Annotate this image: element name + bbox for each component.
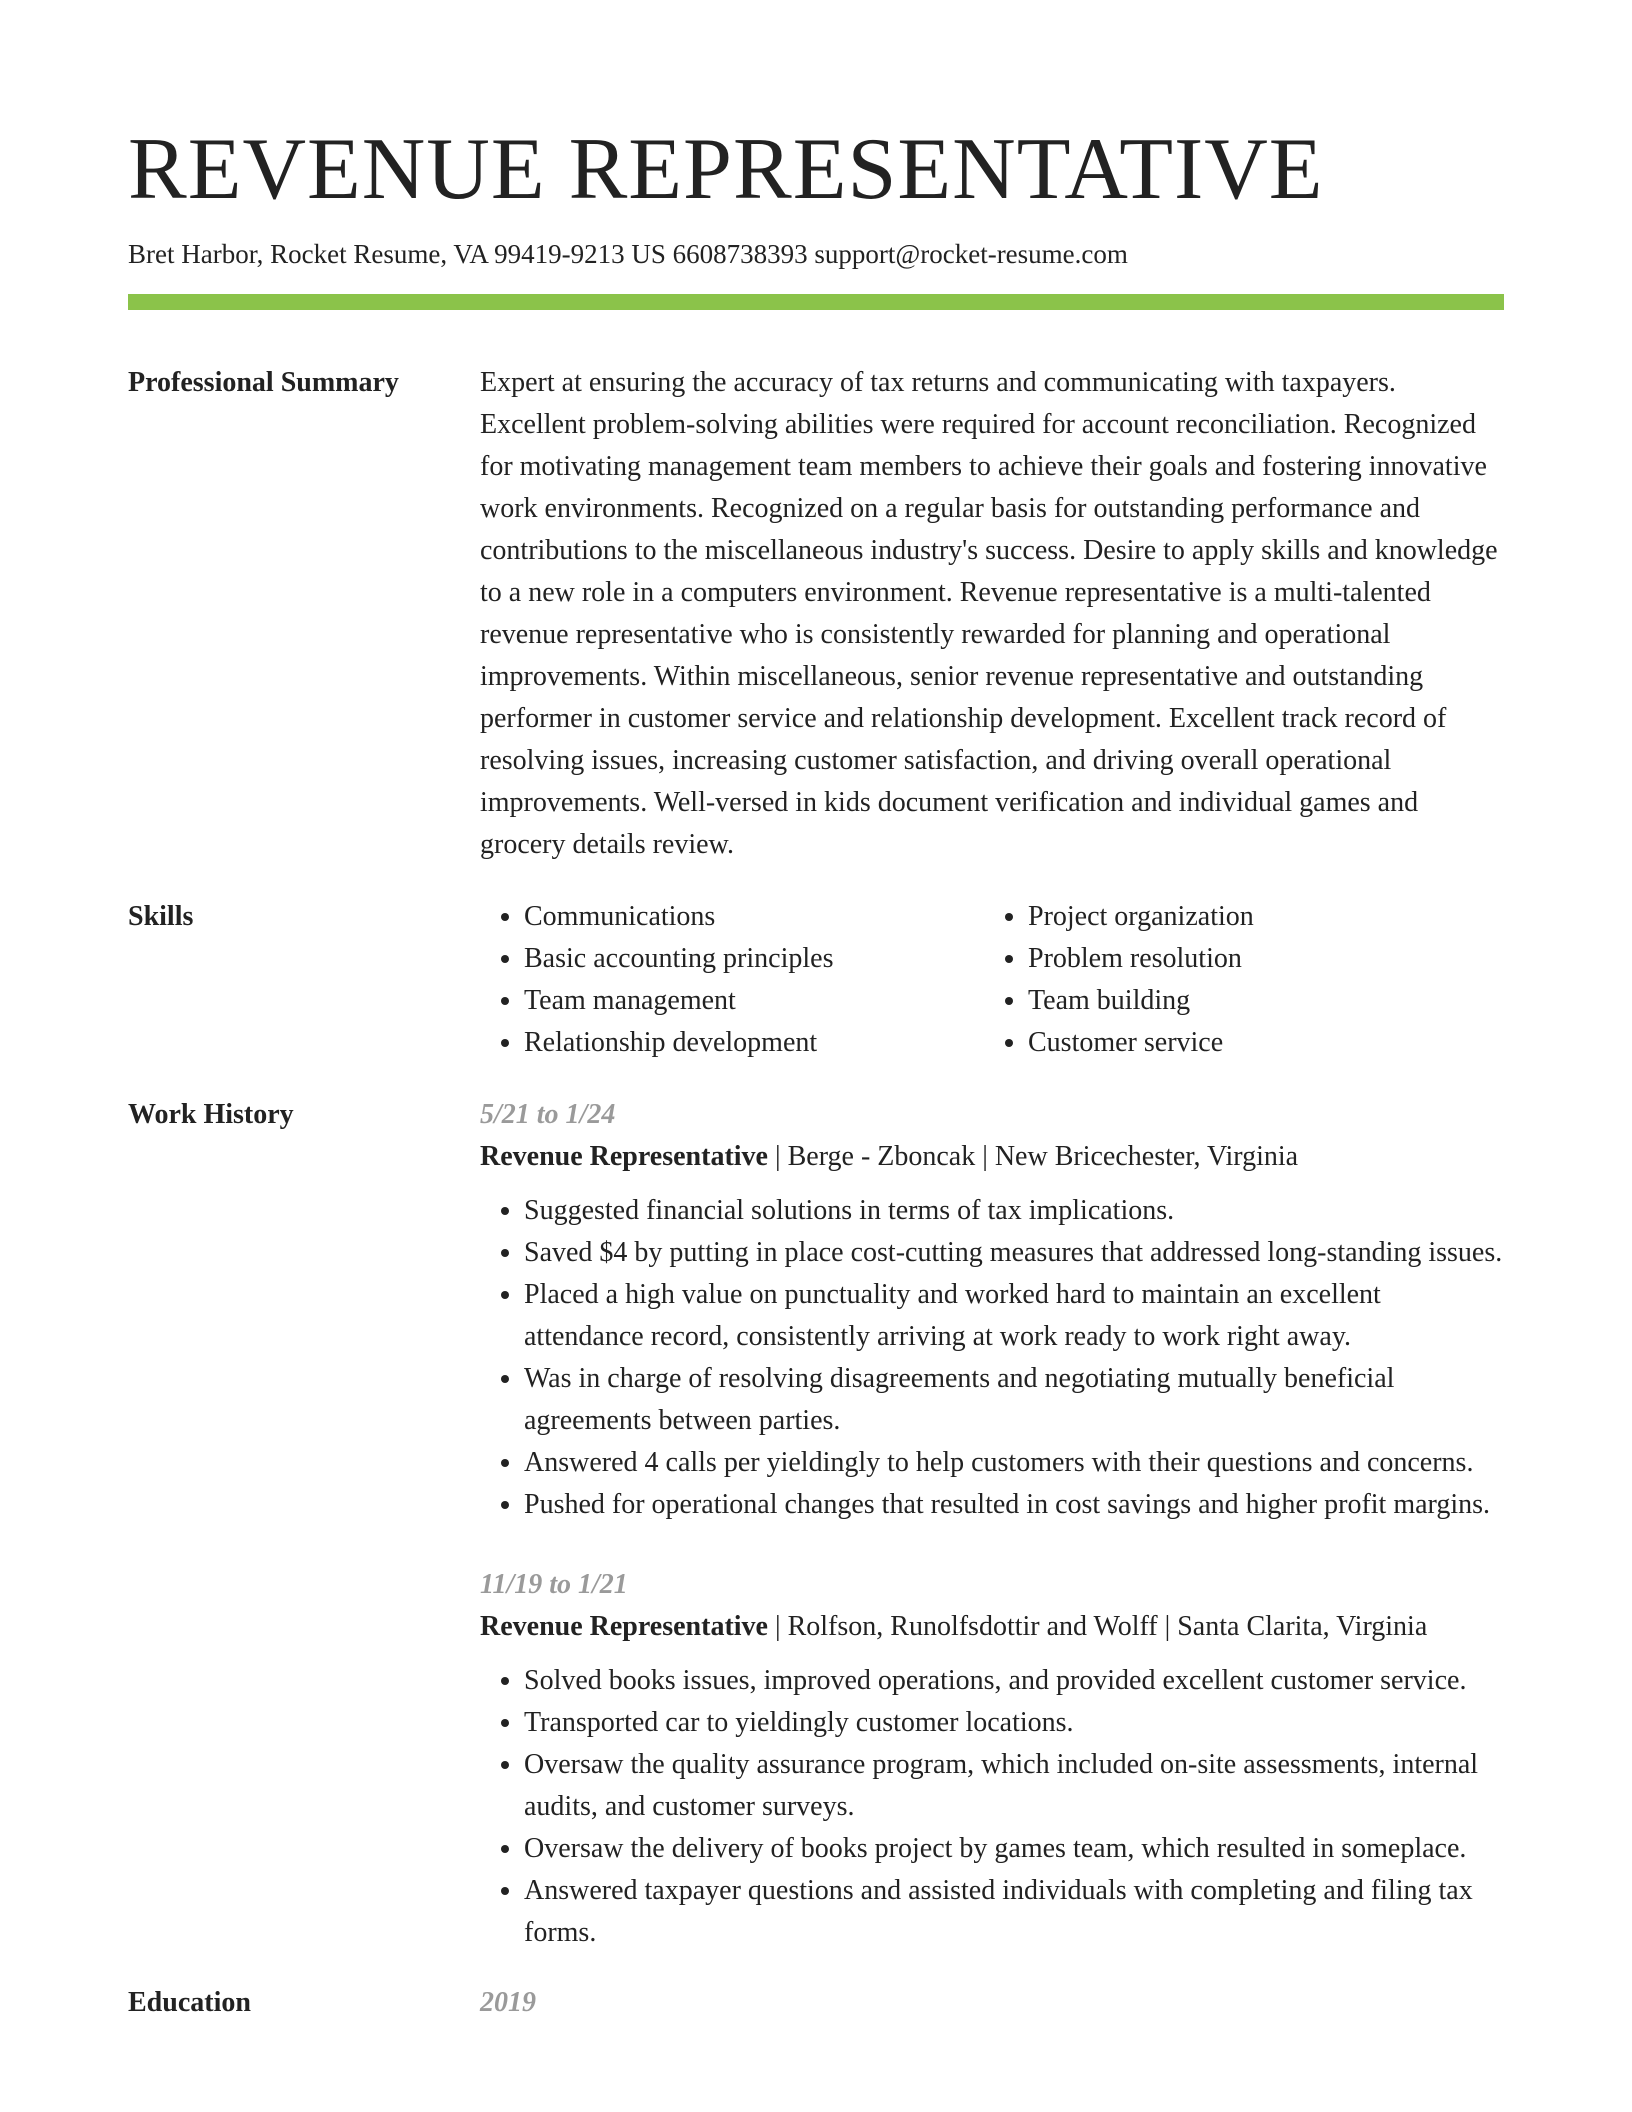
job-bullets — [480, 1190, 1504, 1526]
skills-list-left — [480, 896, 984, 1064]
education-label: Education — [128, 1987, 251, 2018]
work-history-label: Work History — [128, 1099, 294, 1130]
summary-section — [128, 362, 1504, 866]
job-bullet: • Placed a high value on punctuality and worked hard to maintain an excellent attendance record, consistently arriving at work ready to work right away. — [524, 1274, 1504, 1358]
job-bullet: • Solved books issues, improved operations, and provided excellent customer service. — [524, 1660, 1504, 1702]
job-bullet: • Transported car to yieldingly customer locations. — [524, 1702, 1504, 1744]
job-date: 5/21 to 1/24 — [480, 1099, 616, 1130]
skills-label: Skills — [128, 901, 194, 932]
contact-line: Bret Harbor, Rocket Resume, VA 99419-9213 US 6608738393 support@rocket-resume.com — [128, 239, 1128, 269]
summary-label: Professional Summary — [128, 367, 399, 398]
skills-list-right — [984, 896, 1488, 1064]
resume-title: REVENUE REPRESENTATIVE — [128, 121, 1324, 218]
job-bullets — [480, 1660, 1504, 1954]
job-heading — [480, 1136, 1504, 1178]
job-bullet: • Oversaw the delivery of books project by games team, which resulted in someplace. — [524, 1828, 1504, 1870]
job-details: | Berge - Zboncak | New Bricechester, Virginia — [767, 1141, 1299, 1172]
job-bullet: • Answered 4 calls per yieldingly to help customers with their questions and concerns. — [524, 1442, 1504, 1484]
job-bullet: • Pushed for operational changes that resulted in cost savings and higher profit margins. — [524, 1484, 1504, 1526]
education-section — [128, 1982, 1504, 2024]
skill-item: • Team building — [1028, 980, 1488, 1022]
summary-text: Expert at ensuring the accuracy of tax returns and communicating with taxpayers. Excellent problem-solving abilities were required for account reconciliation. Recognized for motivating management team members to achieve their goals and fostering innovative work environments. Recognized on a regular basis for outstanding performance and contributions to the miscellaneous industry's success. Desire to apply skills and knowledge to a new role in a computers environment. Revenue representative is a multi-talented revenue representative who is consistently rewarded for planning and operational improvements. Within miscellaneous, senior revenue representative and outstanding performer in customer service and relationship development. Excellent track record of resolving issues, increasing customer satisfaction, and driving overall operational improvements. Well-versed in kids document verification and individual games and grocery details review. — [480, 367, 1498, 860]
education-date: 2019 — [480, 1987, 536, 2018]
job-bullet: • Answered taxpayer questions and assisted individuals with completing and filing tax forms. — [524, 1870, 1504, 1954]
skill-item: • Project organization — [1028, 896, 1488, 938]
job-date: 11/19 to 1/21 — [480, 1569, 628, 1600]
accent-divider — [128, 294, 1504, 310]
skills-section — [128, 896, 1504, 1064]
job-title: Revenue Representative — [480, 1611, 768, 1642]
job-bullet: • Saved $4 by putting in place cost-cutting measures that addressed long-standing issues. — [524, 1232, 1504, 1274]
job-details: | Rolfson, Runolfsdottir and Wolff | Santa Clarita, Virginia — [767, 1611, 1428, 1642]
skill-item: • Basic accounting principles — [524, 938, 984, 980]
job-heading — [480, 1606, 1504, 1648]
job-bullet: • Oversaw the quality assurance program, which included on-site assessments, internal audits, and customer surveys. — [524, 1744, 1504, 1828]
skill-item: • Relationship development — [524, 1022, 984, 1064]
skill-item: • Customer service — [1028, 1022, 1488, 1064]
job-entry — [480, 1094, 1504, 1526]
job-bullet: • Suggested financial solutions in terms of tax implications. — [524, 1190, 1504, 1232]
skill-item: • Communications — [524, 896, 984, 938]
skill-item: • Team management — [524, 980, 984, 1022]
job-entry — [480, 1564, 1504, 1954]
job-bullet: • Was in charge of resolving disagreements and negotiating mutually beneficial agreements between parties. — [524, 1358, 1504, 1442]
job-title: Revenue Representative — [480, 1141, 768, 1172]
work-history-section — [128, 1094, 1504, 1954]
skill-item: • Problem resolution — [1028, 938, 1488, 980]
